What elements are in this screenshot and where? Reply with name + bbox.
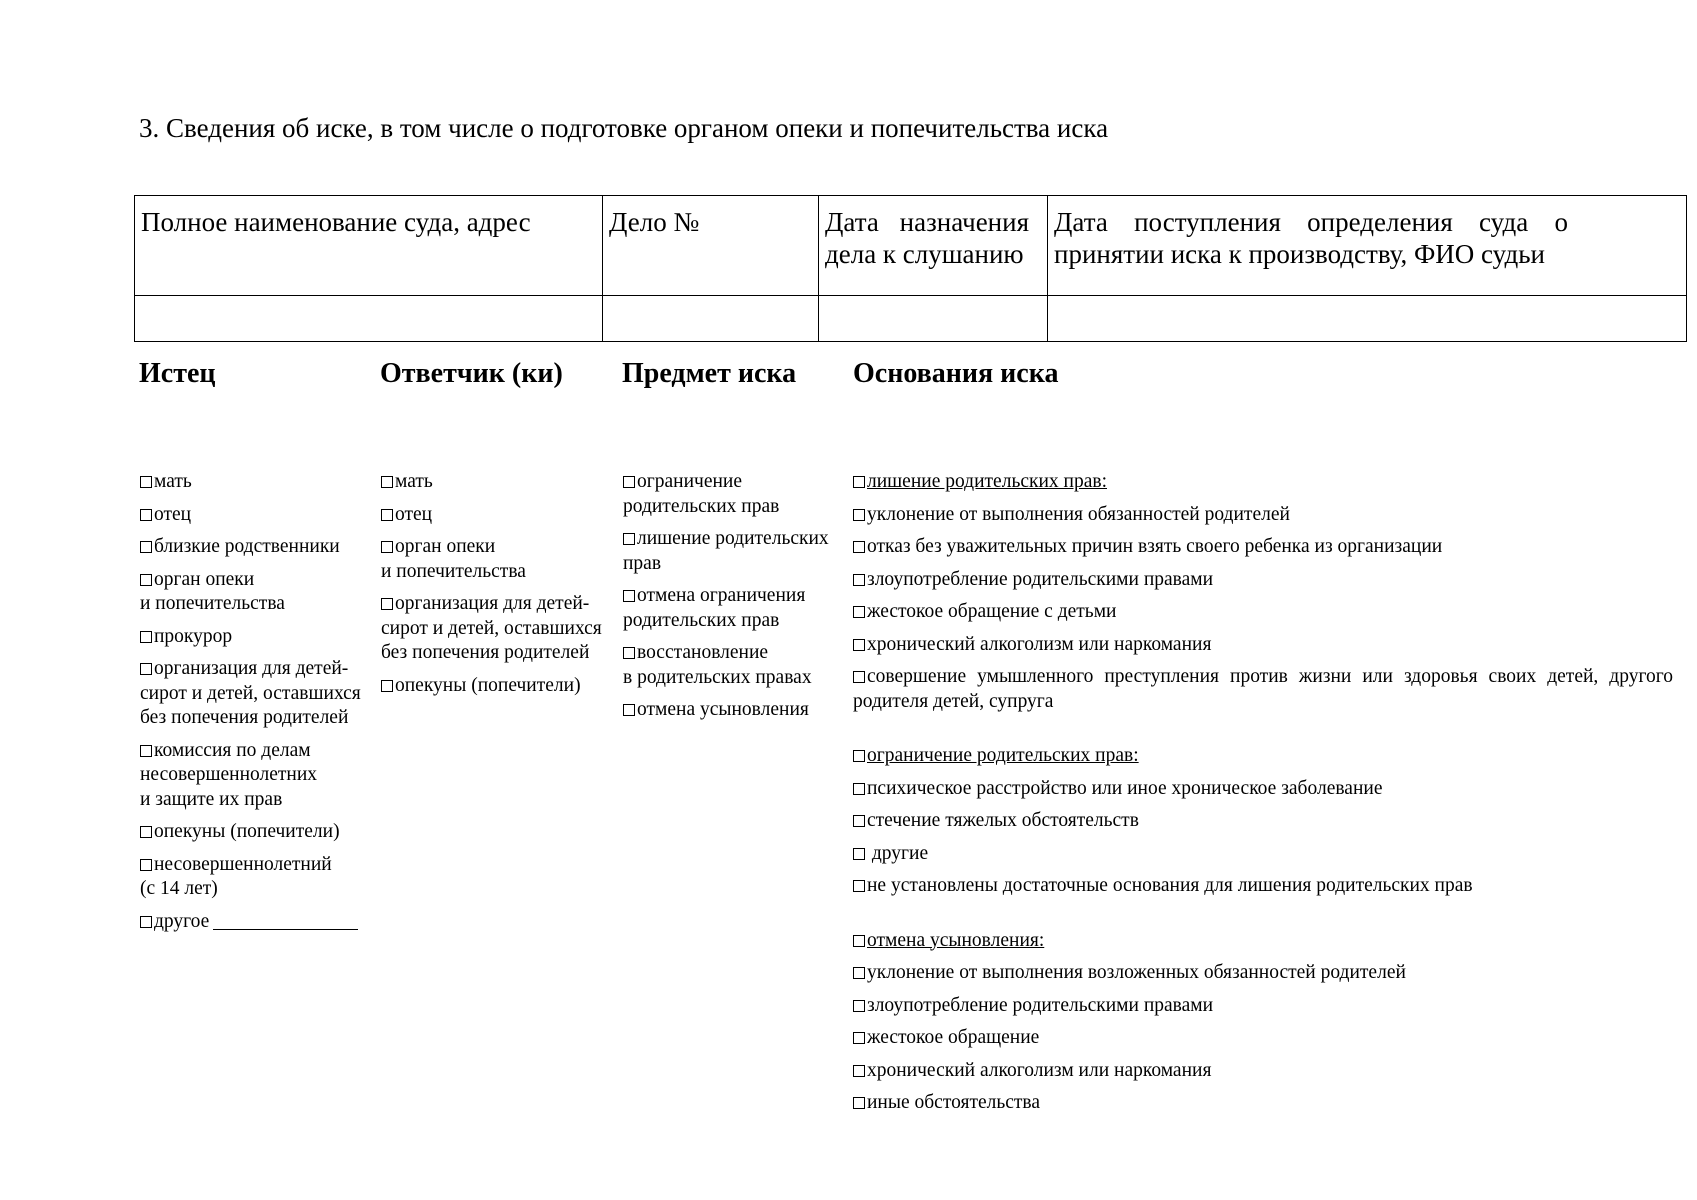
- checkbox-option[interactable]: [853, 568, 1673, 593]
- checkbox-option[interactable]: [853, 961, 1673, 986]
- checkbox-option[interactable]: [623, 584, 829, 633]
- table-row: [135, 296, 1687, 342]
- checkbox[interactable]: [140, 541, 152, 553]
- option-label: [381, 560, 602, 585]
- option-text: родительских прав: [623, 495, 780, 517]
- option-text: другое: [154, 910, 210, 932]
- option-label: [623, 609, 829, 634]
- cell-case-number[interactable]: [603, 296, 819, 342]
- checkbox-option[interactable]: [853, 994, 1673, 1019]
- option-text: ограничение: [637, 471, 743, 492]
- checkbox[interactable]: [381, 680, 393, 692]
- checkbox-option[interactable]: [853, 1026, 1673, 1051]
- checkbox[interactable]: [853, 476, 865, 488]
- checkbox-option[interactable]: [140, 470, 361, 495]
- option-text: орган опеки: [154, 568, 255, 590]
- option-text: жестокое обращение: [867, 1027, 1040, 1048]
- checkbox[interactable]: [140, 509, 152, 521]
- checkbox[interactable]: [853, 967, 865, 979]
- checkbox[interactable]: [853, 815, 865, 827]
- option-label: [140, 625, 361, 650]
- option-label: [140, 657, 361, 682]
- checkbox-option[interactable]: [140, 853, 361, 902]
- checkbox[interactable]: [381, 476, 393, 488]
- checkbox-option[interactable]: [853, 1059, 1673, 1084]
- option-text: другие: [867, 842, 929, 864]
- grounds-section-heading[interactable]: [853, 929, 1673, 954]
- checkbox-option[interactable]: [853, 665, 1673, 714]
- checkbox[interactable]: [140, 745, 152, 757]
- option-text: совершение умышленного преступления против жизни или здоровья своих детей, другого родителя детей, супруга: [853, 666, 1673, 712]
- page-title: 3. Сведения об иске, в том числе о подготовке органом опеки и попечительства иска: [139, 113, 1109, 143]
- checkbox[interactable]: [381, 509, 393, 521]
- checkbox-option[interactable]: [853, 633, 1673, 658]
- checkbox-option[interactable]: [140, 568, 361, 617]
- header-hearing-date: Дата назначения дела к слушанию: [819, 196, 1048, 296]
- option-text: мать: [154, 471, 192, 492]
- checkbox[interactable]: [381, 541, 393, 553]
- option-label: [140, 682, 361, 707]
- section-heading-text: отмена усыновления:: [867, 929, 1045, 951]
- section-heading-text: ограничение родительских прав:: [867, 745, 1139, 766]
- checkbox-option[interactable]: [853, 535, 1673, 560]
- option-text: хронический алкоголизм или наркомания: [867, 633, 1212, 655]
- option-label: [623, 495, 829, 520]
- option-label: [623, 470, 829, 495]
- checkbox-option[interactable]: [853, 503, 1673, 528]
- court-info-table: [134, 195, 1687, 342]
- option-text: уклонение от выполнения возложенных обязанностей родителей: [867, 962, 1406, 983]
- checkbox[interactable]: [623, 647, 635, 659]
- checkbox[interactable]: [140, 826, 152, 838]
- checkbox-option[interactable]: [853, 1091, 1673, 1116]
- option-label: [381, 641, 602, 666]
- checkbox[interactable]: [853, 848, 865, 860]
- cell-ruling-date-judge[interactable]: [1048, 296, 1687, 342]
- option-label: [623, 584, 829, 609]
- option-label: [623, 698, 829, 723]
- checkbox-option[interactable]: [140, 625, 361, 650]
- checkbox[interactable]: [853, 639, 865, 651]
- checkbox-option[interactable]: [381, 592, 602, 666]
- checkbox[interactable]: [853, 541, 865, 553]
- option-text: прокурор: [154, 625, 233, 647]
- option-text: психическое расстройство или иное хроническое заболевание: [867, 777, 1383, 799]
- checkbox-option[interactable]: [140, 739, 361, 813]
- option-label: [140, 568, 361, 593]
- checkbox[interactable]: [853, 750, 865, 762]
- option-text: злоупотребление родительскими правами: [867, 568, 1214, 590]
- plaintiff-options: [140, 470, 361, 942]
- checkbox[interactable]: [140, 663, 152, 675]
- option-label: [381, 470, 602, 495]
- option-label: [381, 674, 602, 699]
- plaintiff-heading: Истец: [139, 358, 216, 389]
- option-text: мать: [395, 471, 433, 492]
- checkbox-option[interactable]: [381, 503, 602, 528]
- option-label: [140, 503, 361, 528]
- cell-court-name[interactable]: [135, 296, 603, 342]
- checkbox[interactable]: [140, 631, 152, 643]
- option-text: иные обстоятельства: [867, 1092, 1041, 1113]
- checkbox[interactable]: [140, 916, 152, 928]
- checkbox[interactable]: [853, 880, 865, 892]
- option-text: прав: [623, 552, 662, 574]
- option-text: злоупотребление родительскими правами: [867, 994, 1214, 1016]
- checkbox-option[interactable]: [623, 641, 829, 690]
- section-heading-text: лишение родительских прав:: [867, 471, 1107, 492]
- option-label: [140, 788, 361, 813]
- option-text: стечение тяжелых обстоятельств: [867, 810, 1139, 831]
- option-text: не установлены достаточные основания для лишения родительских прав: [867, 875, 1473, 896]
- grounds-heading: Основания иска: [853, 358, 1059, 389]
- grounds-section-heading[interactable]: [853, 744, 1673, 769]
- header-ruling-date-judge: Дата поступления определения суда о принятии иска к производству, ФИО судьи: [1048, 196, 1687, 296]
- option-label: [140, 592, 361, 617]
- option-label: [623, 641, 829, 666]
- option-label: [140, 706, 361, 731]
- option-text: организация для детей-: [395, 593, 590, 614]
- option-label: [140, 877, 361, 902]
- option-label: [623, 552, 829, 577]
- option-text: организация для детей-: [154, 658, 349, 679]
- checkbox-option[interactable]: [381, 470, 602, 495]
- cell-hearing-date[interactable]: [819, 296, 1048, 342]
- checkbox[interactable]: [853, 509, 865, 521]
- option-label: [140, 739, 361, 764]
- option-text: родительских прав: [623, 609, 780, 631]
- checkbox[interactable]: [853, 1000, 865, 1012]
- option-label: [140, 535, 361, 560]
- checkbox[interactable]: [853, 935, 865, 947]
- option-text: сирот и детей, оставшихся: [140, 682, 361, 704]
- option-text: и попечительства: [381, 560, 526, 582]
- checkbox[interactable]: [140, 476, 152, 488]
- checkbox-option[interactable]: [853, 809, 1673, 834]
- checkbox[interactable]: [853, 783, 865, 795]
- option-label: [381, 617, 602, 642]
- header-case-number: Дело №: [603, 196, 819, 296]
- checkbox-option[interactable]: [140, 535, 361, 560]
- checkbox-option[interactable]: [140, 820, 361, 845]
- subject-options: [623, 470, 829, 731]
- option-text: уклонение от выполнения обязанностей родителей: [867, 503, 1290, 525]
- option-text: восстановление: [637, 642, 769, 663]
- option-label: [140, 470, 361, 495]
- option-label: [623, 527, 829, 552]
- checkbox[interactable]: [853, 1097, 865, 1109]
- checkbox[interactable]: [853, 1065, 865, 1077]
- checkbox[interactable]: [623, 590, 635, 602]
- option-text: в родительских правах: [623, 666, 812, 688]
- checkbox[interactable]: [623, 704, 635, 716]
- option-label: [140, 763, 361, 788]
- option-text: лишение родительских: [637, 528, 829, 549]
- defendant-heading: Ответчик (ки): [380, 358, 563, 389]
- checkbox-option[interactable]: [623, 527, 829, 576]
- defendant-options: [381, 470, 602, 706]
- checkbox[interactable]: [853, 1032, 865, 1044]
- checkbox-option[interactable]: [140, 503, 361, 528]
- checkbox[interactable]: [623, 476, 635, 488]
- option-text: (с 14 лет): [140, 878, 218, 899]
- checkbox-option[interactable]: [140, 657, 361, 731]
- checkbox-option[interactable]: [853, 874, 1673, 899]
- checkbox[interactable]: [853, 671, 865, 683]
- option-text: хронический алкоголизм или наркомания: [867, 1059, 1212, 1081]
- other-fill-line[interactable]: [213, 929, 358, 930]
- checkbox-option[interactable]: [853, 777, 1673, 802]
- subject-heading: Предмет иска: [622, 358, 797, 389]
- option-label: [381, 592, 602, 617]
- grounds-options: [853, 470, 1673, 1124]
- option-label: [381, 535, 602, 560]
- checkbox[interactable]: [623, 533, 635, 545]
- checkbox-option[interactable]: [853, 600, 1673, 625]
- option-text: отец: [154, 503, 192, 525]
- option-label: [381, 503, 602, 528]
- option-text: опекуны (попечители): [154, 821, 340, 842]
- option-text: жестокое обращение с детьми: [867, 601, 1117, 622]
- option-text: несовершеннолетний: [154, 853, 332, 875]
- checkbox-option[interactable]: [381, 674, 602, 699]
- option-label: [140, 910, 361, 935]
- option-text: без попечения родителей: [381, 642, 590, 663]
- option-text: отказ без уважительных причин взять своего ребенка из организации: [867, 536, 1443, 557]
- checkbox-option[interactable]: [623, 698, 829, 723]
- option-text: и защите их прав: [140, 788, 283, 810]
- grounds-section-heading[interactable]: [853, 470, 1673, 495]
- option-text: и попечительства: [140, 593, 285, 614]
- checkbox[interactable]: [381, 598, 393, 610]
- checkbox-option[interactable]: [853, 842, 1673, 867]
- option-text: несовершеннолетних: [140, 764, 318, 785]
- checkbox-option[interactable]: [381, 535, 602, 584]
- option-text: близкие родственники: [154, 536, 340, 557]
- checkbox[interactable]: [140, 574, 152, 586]
- option-text: опекуны (попечители): [395, 674, 581, 696]
- option-label: [623, 666, 829, 691]
- option-text: орган опеки: [395, 536, 496, 557]
- checkbox-option[interactable]: [140, 910, 361, 935]
- checkbox[interactable]: [853, 574, 865, 586]
- option-text: отмена ограничения: [637, 585, 806, 606]
- option-text: отец: [395, 503, 433, 525]
- option-text: отмена усыновления: [637, 699, 809, 720]
- checkbox-option[interactable]: [623, 470, 829, 519]
- option-label: [140, 853, 361, 878]
- checkbox[interactable]: [140, 859, 152, 871]
- header-court-name: Полное наименование суда, адрес: [135, 196, 603, 296]
- checkbox[interactable]: [853, 606, 865, 618]
- option-text: комиссия по делам: [154, 739, 311, 761]
- option-label: [140, 820, 361, 845]
- table-header-row: [135, 196, 1687, 296]
- option-text: без попечения родителей: [140, 707, 349, 728]
- option-text: сирот и детей, оставшихся: [381, 617, 602, 639]
